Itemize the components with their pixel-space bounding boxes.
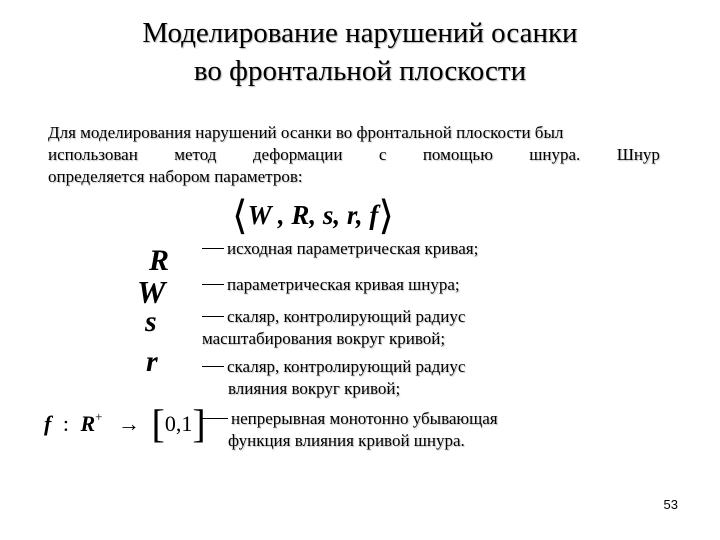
- intro-word: помощью: [422, 145, 493, 164]
- intro-word: Шнур: [616, 145, 660, 164]
- em-dash: [202, 418, 228, 419]
- intro-word: использован: [48, 145, 138, 164]
- tuple-content: W , R, s, r, f: [247, 200, 379, 230]
- intro-line-3: определяется набором параметров:: [48, 167, 303, 186]
- definition-s: [202, 306, 465, 350]
- definition-text: исходная параметрическая кривая;: [227, 239, 479, 258]
- function-colon: :: [62, 411, 69, 436]
- function-range: 0,1: [164, 411, 193, 436]
- domain-superscript: +: [95, 409, 103, 424]
- symbol-r: r: [146, 345, 158, 378]
- em-dash: [202, 248, 224, 249]
- tuple-close-bracket: ⟩: [378, 193, 395, 238]
- intro-line-1: Для моделирования нарушений осанки во фронтальной плоскости был: [48, 123, 564, 142]
- intro-word: метод: [174, 145, 217, 164]
- function-signature: [44, 400, 206, 447]
- range-close-bracket: ]: [192, 401, 206, 446]
- symbol-s: s: [145, 305, 157, 338]
- page-number: 53: [663, 497, 678, 512]
- tuple-open-bracket: ⟨: [232, 193, 248, 238]
- title-line-1: Моделирование нарушений осанки: [142, 17, 578, 49]
- title-line-2: во фронтальной плоскости: [193, 55, 527, 87]
- intro-word: с: [378, 145, 387, 164]
- symbol-R: R: [149, 244, 170, 277]
- definition-f: [202, 408, 498, 452]
- definition-R: [202, 238, 478, 260]
- intro-paragraph: [48, 122, 660, 188]
- em-dash: [202, 284, 224, 285]
- em-dash: [202, 366, 224, 367]
- definition-text: влияния вокруг кривой;: [228, 379, 401, 398]
- range-open-bracket: [: [151, 401, 165, 446]
- definition-r: [202, 356, 465, 400]
- definition-W: [202, 274, 460, 296]
- arrow-icon: →: [117, 411, 140, 436]
- definition-text: функция влияния кривой шнура.: [228, 431, 465, 450]
- intro-word: деформации: [252, 145, 343, 164]
- definition-text: непрерывная монотонно убывающая: [231, 409, 498, 428]
- function-domain: R: [80, 411, 96, 436]
- definition-text: параметрическая кривая шнура;: [227, 275, 460, 294]
- definition-text: скаляр, контролирующий радиус: [227, 307, 466, 326]
- parameter-tuple: [232, 192, 394, 239]
- intro-line-2: [48, 144, 660, 166]
- em-dash: [202, 316, 224, 317]
- intro-word: шнура.: [529, 145, 581, 164]
- definition-text: масштабирования вокруг кривой;: [202, 329, 446, 348]
- function-name: f: [44, 411, 52, 436]
- slide-title: [0, 14, 720, 90]
- symbol-W: W: [137, 274, 166, 310]
- definition-text: скаляр, контролирующий радиус: [227, 357, 466, 376]
